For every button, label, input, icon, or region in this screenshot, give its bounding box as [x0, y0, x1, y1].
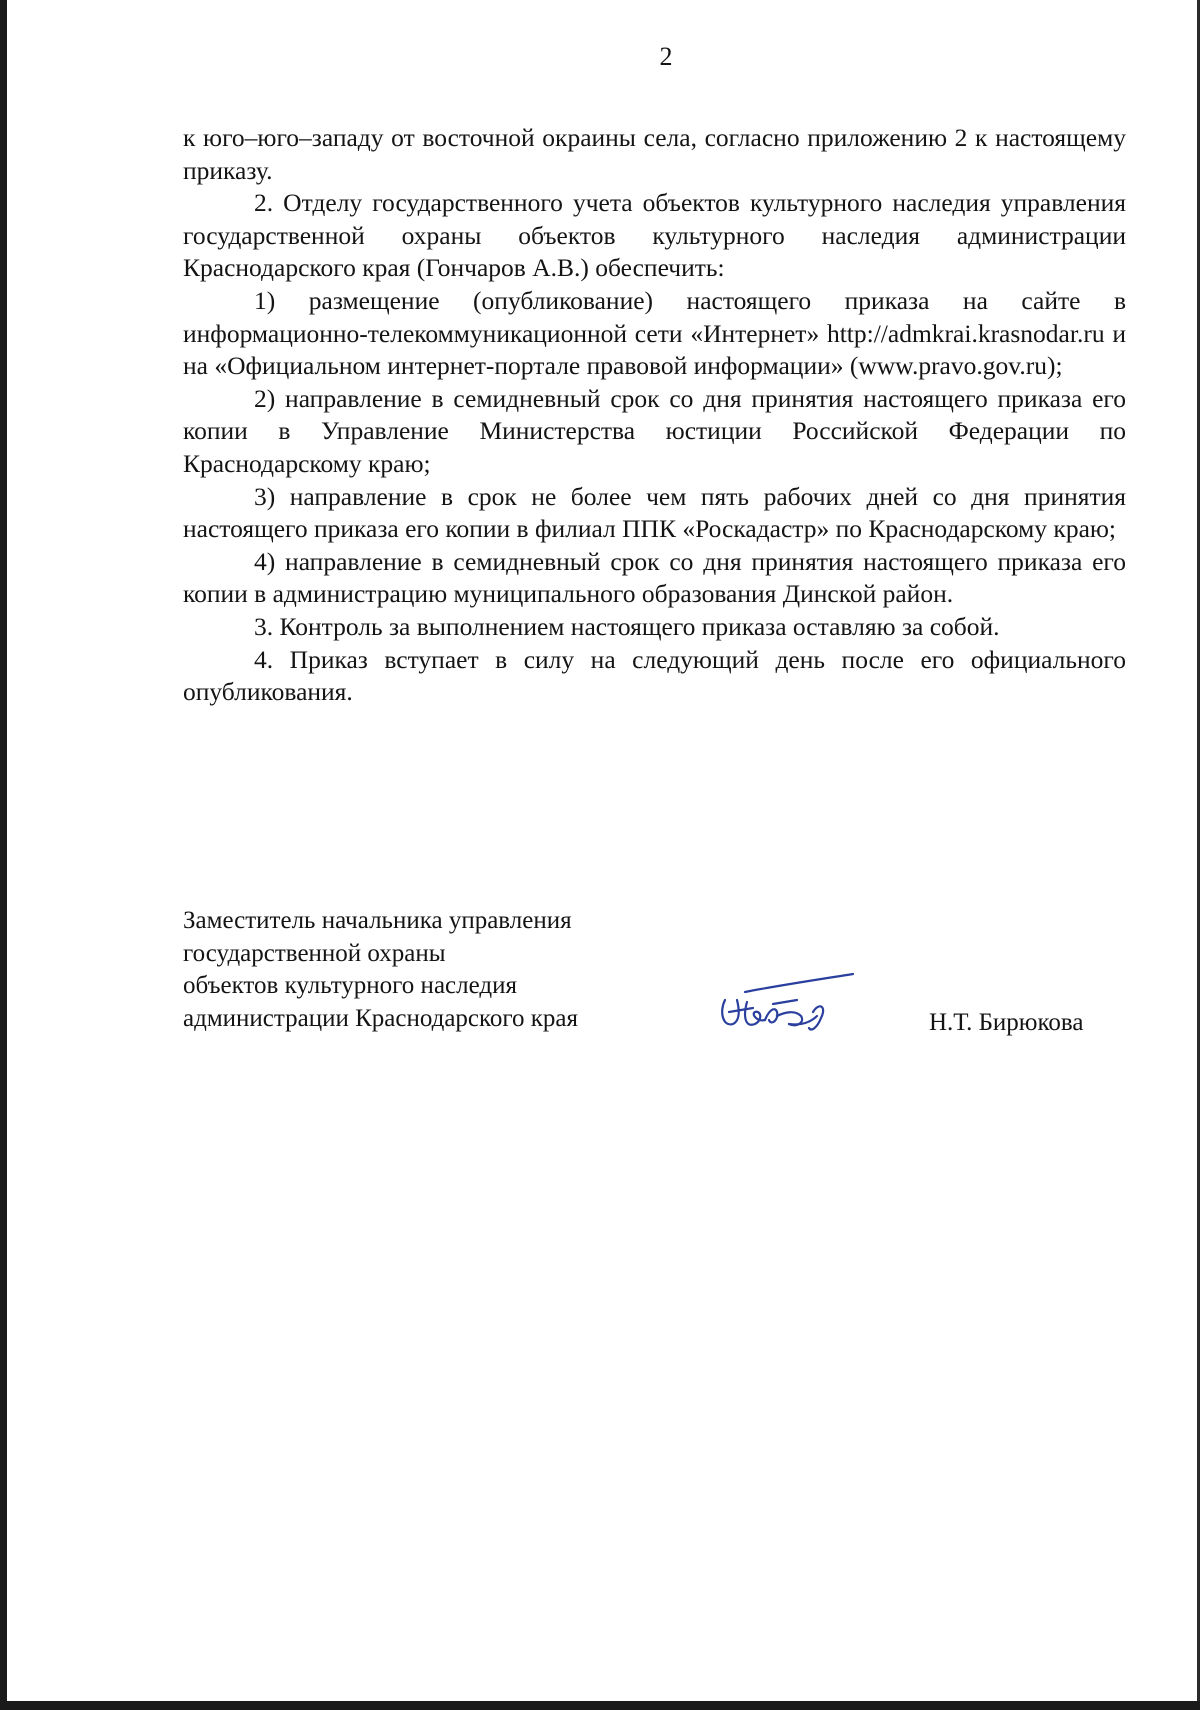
scan-border-bottom	[0, 1701, 1200, 1710]
handwritten-signature	[715, 972, 865, 1042]
signer-position-line: администрации Краснодарского края	[183, 1004, 579, 1032]
signer-name: Н.Т. Бирюкова	[929, 1009, 1084, 1036]
signer-position	[183, 905, 578, 1035]
signer-position-line: объектов культурного наследия	[183, 972, 517, 999]
paragraph-item-3: 3. Контроль за выполнением настоящего приказа оставляю за собой.	[254, 611, 1000, 641]
document-body	[183, 122, 1126, 709]
paragraph-continuation: к юго–юго–западу от восточной окраины села, согласно приложению 2 к настоящему приказу.	[183, 123, 1126, 185]
paragraph-subitem-1: 1) размещение (опубликование) настоящего приказа на сайте в информационно-телекоммуникационной сети «Интернет» http://admkrai.krasnodar.ru и на «Официальном интернет-портале правовой информации» (www.pravo.gov.ru);	[183, 285, 1126, 381]
paragraph-subitem-4: 4) направление в семидневный срок со дня принятия настоящего приказа его копии в администрацию муниципального образования Динской район.	[183, 546, 1126, 609]
paragraph-subitem-2: 2) направление в семидневный срок со дня принятия настоящего приказа его копии в Управление Министерства юстиции Российской Федерации по Краснодарскому краю;	[183, 383, 1126, 478]
signer-position-line: государственной охраны	[183, 939, 446, 967]
signer-position-line: Заместитель начальника управления	[183, 907, 572, 934]
scan-border-left	[0, 0, 7, 1710]
paragraph-subitem-3: 3) направление в срок не более чем пять рабочих дней со дня принятия настоящего приказа его копии в филиал ППК «Роскадастр» по Краснодарскому краю;	[183, 481, 1126, 544]
page-number: 2	[659, 42, 673, 71]
paragraph-item-4: 4. Приказ вступает в силу на следующий день после его официального опубликования.	[183, 644, 1126, 707]
paragraph-item-2: 2. Отделу государственного учета объектов культурного наследия управления государственной охраны объектов культурного наследия администрации Краснодарского края (Гончаров А.В.) обеспечить:	[183, 188, 1126, 283]
